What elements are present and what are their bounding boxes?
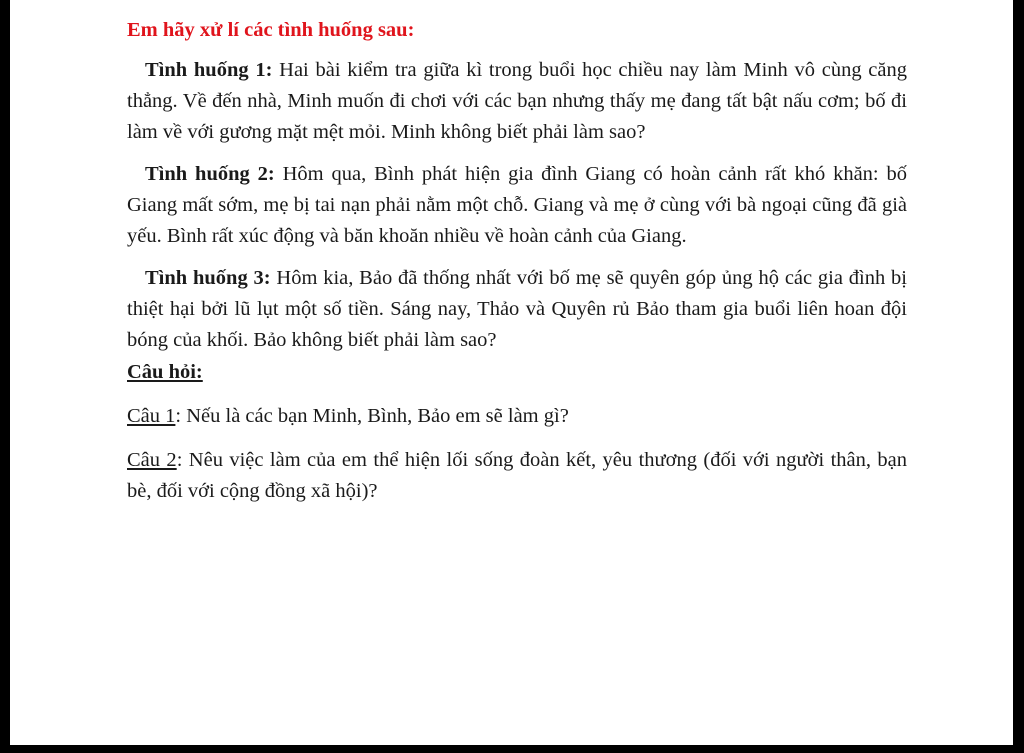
page-top-artifact — [220, 0, 420, 5]
situation-3-label: Tình huống 3: — [145, 267, 271, 289]
situation-2-label: Tình huống 2: — [145, 163, 275, 185]
situation-2 — [127, 159, 907, 252]
question-1 — [127, 401, 907, 432]
question-2-label: Câu 2 — [127, 449, 177, 471]
situation-1-text: Hai bài kiểm tra giữa kì trong buổi học chiều nay làm Minh vô cùng căng thẳng. Về đến nhà, Minh muốn đi chơi với các bạn nhưng thấy mẹ đang tất bật nấu cơm; bố đi làm về với gương mặt mệt mỏi. Minh không biết phải làm sao? — [127, 59, 908, 143]
question-1-text: : Nếu là các bạn Minh, Bình, Bảo em sẽ làm gì? — [175, 405, 569, 427]
document-heading: Em hãy xử lí các tình huống sau: — [127, 19, 415, 41]
situation-3 — [127, 263, 907, 356]
question-1-label: Câu 1 — [127, 405, 176, 427]
situation-1 — [127, 55, 907, 148]
document-content — [127, 15, 907, 520]
question-2-text: : Nêu việc làm của em thể hiện lối sống đoàn kết, yêu thương (đối với người thân, bạn bè, đối với cộng đồng xã hội)? — [127, 449, 907, 502]
document-page — [10, 0, 1013, 745]
situation-2-text: Hôm qua, Bình phát hiện gia đình Giang có hoàn cảnh rất khó khăn: bố Giang mất sớm, mẹ bị tai nạn phải nằm một chỗ. Giang và mẹ ở cùng với bà ngoại cũng đã già yếu. Bình rất xúc động và băn khoăn nhiều về hoàn cảnh của Giang. — [127, 163, 907, 247]
situation-3-text: Hôm kia, Bảo đã thống nhất với bố mẹ sẽ quyên góp ủng hộ các gia đình bị thiệt hại bởi lũ lụt một số tiền. Sáng nay, Thảo và Quyên rủ Bảo tham gia buổi liên hoan đội bóng của khối. Bảo không biết phải làm sao? — [127, 267, 907, 351]
questions-title: Câu hỏi: — [127, 361, 203, 383]
situation-1-label: Tình huống 1: — [145, 59, 273, 81]
question-2 — [127, 445, 907, 507]
